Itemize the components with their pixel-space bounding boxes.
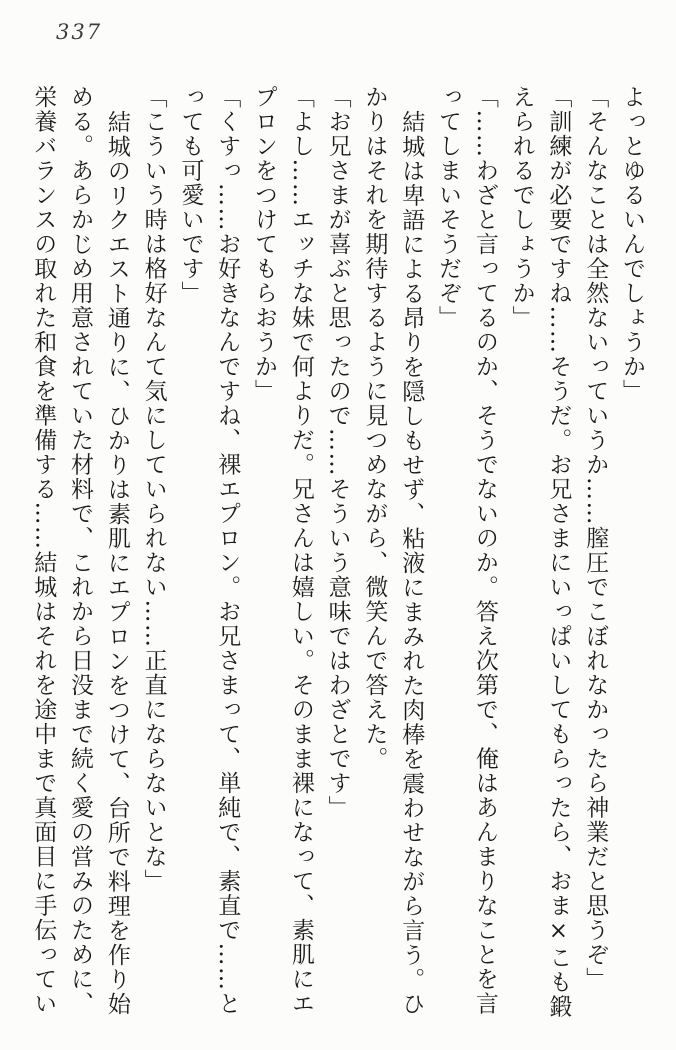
text-column-10: 「よし……エッチな妹で何よりだ。兄さんは嬉しい。そのまま裸になって、素肌にエ: [287, 85, 314, 1016]
text-column-5: 「……わざと言ってるのか、そうでないのか。答え次第で、俺はあんまりなことを言: [471, 85, 498, 1016]
text-column-8: かりはそれを期待するように見つめながら、微笑んで答えた。: [361, 85, 388, 771]
text-column-12: 「くすっ……お好きなんですね、裸エプロン。お兄さまって、単純で、素直で……と: [214, 85, 241, 1016]
text-column-17: 栄養バランスの取れた和食を準備する……結城はそれを途中まで真面目に手伝ってい: [30, 85, 57, 1016]
text-column-2: 「そんなことは全然ないっていうか……膣圧でこぼれなかったら神業だと思うぞ」: [582, 85, 609, 992]
text-column-16: める。あらかじめ用意されていた材料で、これから日没まで続く愛の営みのために、: [67, 85, 94, 1016]
text-column-9: 「お兄さまが喜ぶと思ったので……そういう意味ではわざとです」: [324, 85, 351, 820]
text-block: [24, 85, 650, 1047]
text-column-3: 「訓練が必要ですね……そうだ。お兄さまにいっぱいしてもらったら、おま×こも鍛: [545, 85, 572, 1019]
text-column-1: よっとゆるいんでしょうか」: [619, 85, 645, 404]
text-column-4: えられるでしょうか」: [508, 85, 535, 330]
page-number: 337: [56, 20, 103, 44]
text-column-15: 結城のリクエスト通りに、ひかりは素肌にエプロンをつけて、台所で料理を作り始: [103, 109, 130, 1016]
text-column-11: プロンをつけてもらおうか」: [251, 85, 278, 404]
text-column-14: 「こういう時は格好なんて気にしていられない……正直にならないとな」: [140, 85, 167, 894]
text-column-13: っても可愛いです」: [177, 85, 204, 306]
text-column-7: 結城は卑語による昂りを隠しもせず、粘液にまみれた肉棒を震わせながら言う。ひ: [398, 109, 425, 1016]
text-column-6: ってしまいそうだぞ」: [435, 85, 462, 330]
